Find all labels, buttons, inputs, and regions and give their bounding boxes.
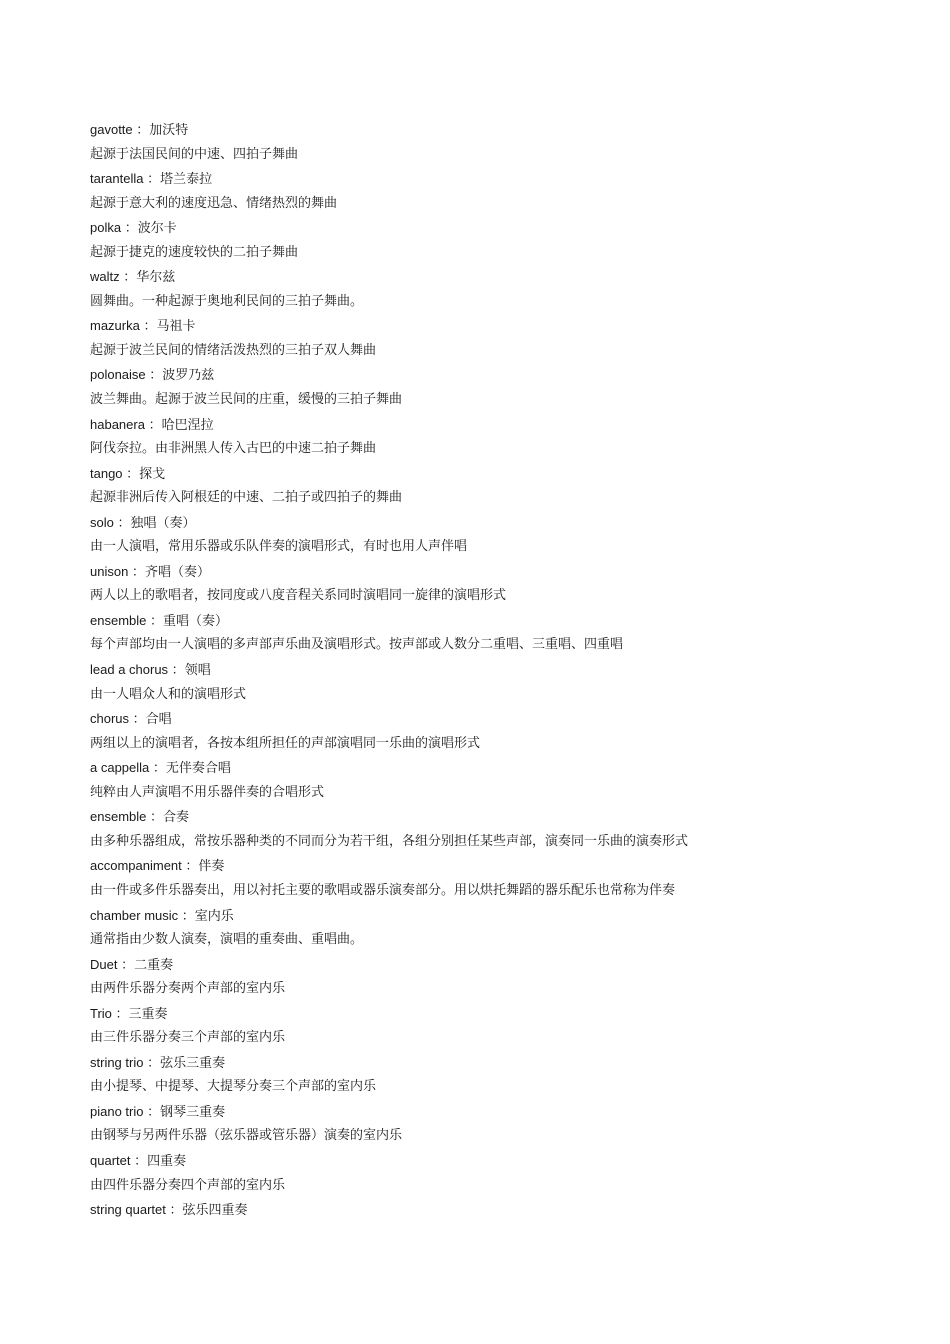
term-chinese: 领唱	[184, 663, 211, 679]
term-separator: ：	[121, 220, 138, 236]
term-description: 由小提琴、中提琴、大提琴分奏三个声部的室内乐	[90, 1079, 377, 1095]
term-chinese: 独唱（奏）	[130, 515, 196, 531]
term-chinese: 波罗乃兹	[162, 368, 215, 384]
term-chinese: 波尔卡	[137, 221, 177, 237]
term-english: Trio	[90, 1005, 112, 1021]
term-english: chorus	[90, 711, 130, 727]
term-description: 纯粹由人声演唱不用乐器伴奏的合唱形式	[90, 784, 325, 800]
term-description: 波兰舞曲。起源于波兰民间的庄重，缓慢的三拍子舞曲	[90, 392, 403, 408]
glossary-term-line	[90, 265, 910, 290]
term-separator: ：	[146, 612, 163, 628]
term-description: 每个声部均由一人演唱的多声部声乐曲及演唱形式。按声部或人数分二重唱、三重唱、四重唱	[90, 637, 624, 653]
term-description: 由一人唱众人和的演唱形式	[90, 686, 247, 702]
glossary-term-line	[90, 511, 910, 536]
glossary-term-line	[90, 314, 910, 339]
term-description: 通常指由少数人演奏，演唱的重奏曲、重唱曲。	[90, 932, 364, 948]
term-separator: ：	[143, 1103, 161, 1119]
term-english: quartet	[90, 1152, 131, 1168]
term-english: string quartet	[90, 1202, 166, 1218]
term-separator: ：	[129, 711, 146, 727]
term-english: a cappella	[90, 760, 150, 776]
glossary-term-line	[90, 1198, 910, 1223]
term-separator: ：	[117, 956, 135, 972]
term-english: tango	[90, 465, 123, 481]
term-english: ensemble	[90, 809, 147, 825]
term-description: 由钢琴与另两件乐器（弦乐器或管乐器）演奏的室内乐	[90, 1128, 403, 1144]
glossary-term-line	[90, 1002, 910, 1027]
term-chinese: 室内乐	[194, 908, 234, 924]
glossary-term-line	[90, 805, 910, 830]
term-description: 由四件乐器分奏四个声部的室内乐	[90, 1177, 286, 1193]
glossary-term-line	[90, 363, 910, 388]
glossary-term-line	[90, 118, 910, 143]
term-separator: ：	[122, 465, 140, 481]
term-chinese: 合唱	[145, 712, 172, 728]
term-english: Duet	[90, 956, 118, 972]
term-english: unison	[90, 563, 129, 579]
term-chinese: 三重奏	[128, 1006, 168, 1022]
term-chinese: 马祖卡	[156, 319, 196, 335]
term-separator: ：	[168, 662, 185, 678]
term-chinese: 塔兰泰拉	[160, 172, 213, 188]
term-english: gavotte	[90, 122, 133, 137]
term-chinese: 加沃特	[149, 123, 189, 138]
term-english: chamber music	[90, 907, 179, 923]
glossary-term-line	[90, 462, 910, 487]
term-separator: ：	[178, 907, 195, 923]
glossary-term-line	[90, 707, 910, 732]
glossary-term-line	[90, 953, 910, 978]
term-chinese: 钢琴三重奏	[160, 1104, 226, 1120]
term-separator: ：	[130, 1152, 148, 1168]
term-chinese: 齐唱（奏）	[144, 564, 210, 580]
term-chinese: 探戈	[139, 466, 166, 482]
term-separator: ：	[145, 367, 163, 383]
term-chinese: 哈巴涅拉	[161, 417, 214, 433]
term-english: polka	[90, 220, 122, 236]
glossary-term-line	[90, 904, 910, 929]
term-chinese: 无伴奏合唱	[165, 761, 231, 777]
term-chinese: 四重奏	[147, 1153, 187, 1169]
term-english: accompaniment	[90, 858, 182, 874]
term-english: mazurka	[90, 318, 140, 334]
term-description: 由两件乐器分奏两个声部的室内乐	[90, 981, 286, 997]
glossary-term-line	[90, 609, 910, 634]
glossary-term-line	[90, 756, 910, 781]
term-description: 由三件乐器分奏三个声部的室内乐	[90, 1030, 286, 1046]
glossary-term-line	[90, 854, 910, 879]
glossary-term-line	[90, 1100, 910, 1125]
term-english: habanera	[90, 416, 145, 432]
glossary-term-line	[90, 413, 910, 438]
term-separator: ：	[143, 171, 161, 187]
term-separator: ：	[111, 1005, 129, 1021]
term-description: 起源于意大利的速度迅急、情绪热烈的舞曲	[90, 195, 338, 211]
glossary-list	[90, 118, 910, 1223]
term-chinese: 伴奏	[198, 859, 225, 875]
term-separator: ：	[128, 563, 145, 579]
term-separator: ：	[119, 269, 137, 285]
term-english: tarantella	[90, 171, 144, 187]
term-english: polonaise	[90, 367, 146, 383]
glossary-term-line	[90, 167, 910, 192]
term-description: 起源于捷克的速度较快的二拍子舞曲	[90, 244, 299, 260]
term-chinese: 合奏	[163, 810, 190, 826]
term-chinese: 重唱（奏）	[163, 613, 229, 629]
term-description: 起源于波兰民间的情绪活泼热烈的三拍子双人舞曲	[90, 342, 377, 358]
term-separator: ：	[139, 318, 157, 334]
term-description: 起源于法国民间的中速、四拍子舞曲	[90, 146, 299, 162]
term-chinese: 二重奏	[134, 957, 174, 973]
term-chinese: 华尔兹	[136, 270, 176, 286]
term-english: string trio	[90, 1054, 144, 1070]
term-english: lead a chorus	[90, 662, 169, 678]
glossary-term-line	[90, 1051, 910, 1076]
term-english: piano trio	[90, 1103, 144, 1119]
term-separator: ：	[165, 1202, 183, 1218]
glossary-term-line	[90, 1149, 910, 1174]
glossary-term-line	[90, 658, 910, 683]
term-separator: ：	[143, 1054, 161, 1070]
term-separator: ：	[149, 760, 166, 776]
term-separator: ：	[132, 122, 150, 137]
term-description: 阿伐奈拉。由非洲黑人传入古巴的中速二拍子舞曲	[90, 441, 377, 457]
term-description: 由一人演唱，常用乐器或乐队伴奏的演唱形式，有时也用人声伴唱	[90, 539, 468, 555]
term-chinese: 弦乐三重奏	[160, 1055, 226, 1071]
term-chinese: 弦乐四重奏	[182, 1203, 248, 1219]
term-english: ensemble	[90, 612, 147, 628]
term-separator: ：	[181, 858, 199, 874]
term-description: 两组以上的演唱者，各按本组所担任的声部演唱同一乐曲的演唱形式	[90, 735, 481, 751]
term-description: 两人以上的歌唱者，按同度或八度音程关系同时演唱同一旋律的演唱形式	[90, 588, 507, 604]
term-english: solo	[90, 514, 114, 530]
term-description: 由一件或多件乐器奏出，用以衬托主要的歌唱或器乐演奏部分。用以烘托舞蹈的器乐配乐也常称为伴奏	[90, 882, 676, 898]
term-description: 起源非洲后传入阿根廷的中速、二拍子或四拍子的舞曲	[90, 490, 403, 506]
term-separator: ：	[146, 809, 163, 825]
term-separator: ：	[144, 416, 162, 432]
term-description: 由多种乐器组成，常按乐器种类的不同而分为若干组，各组分别担任某些声部，演奏同一乐曲的演奏形式	[90, 833, 689, 849]
glossary-term-line	[90, 560, 910, 585]
term-english: waltz	[90, 269, 120, 285]
glossary-term-line	[90, 216, 910, 241]
term-description: 圆舞曲。一种起源于奥地利民间的三拍子舞曲。	[90, 293, 364, 309]
term-separator: ：	[113, 514, 131, 530]
